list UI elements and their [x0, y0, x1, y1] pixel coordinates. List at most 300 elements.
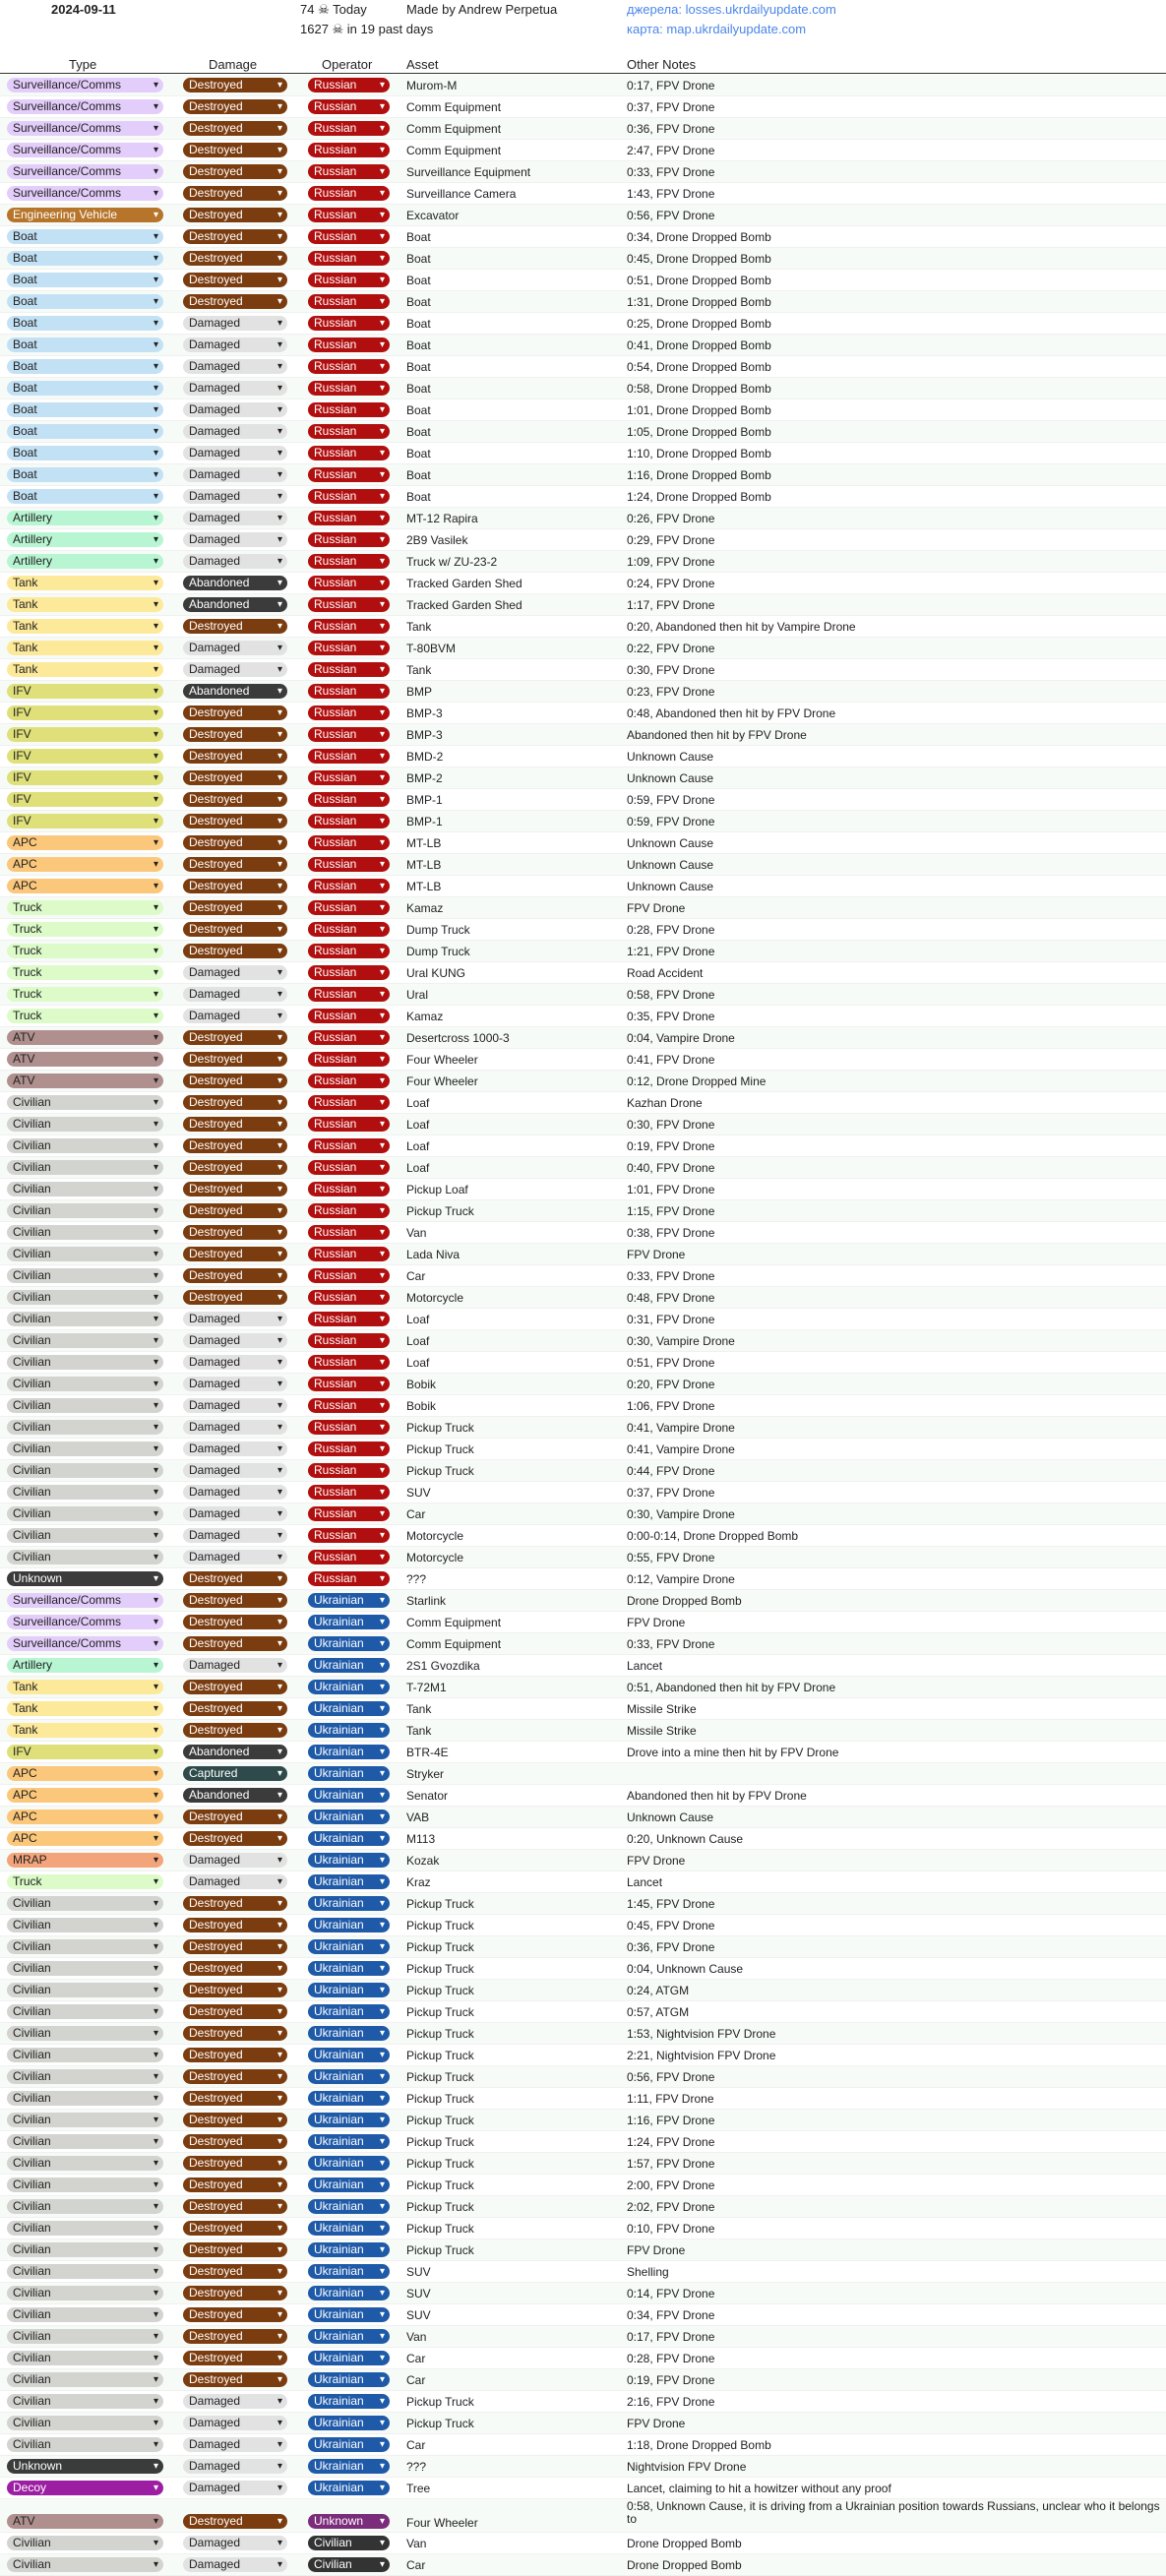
operator-dropdown[interactable]: Ukrainian ▾ [308, 1831, 390, 1846]
operator-dropdown[interactable]: Russian ▾ [308, 900, 390, 915]
operator-dropdown[interactable]: Ukrainian ▾ [308, 1593, 390, 1608]
type-dropdown[interactable]: Civilian ▾ [7, 2069, 163, 2084]
type-dropdown[interactable]: Civilian ▾ [7, 1528, 163, 1543]
operator-dropdown[interactable]: Russian ▾ [308, 879, 390, 893]
type-dropdown[interactable]: Tank ▾ [7, 641, 163, 655]
operator-dropdown[interactable]: Russian ▾ [308, 1550, 390, 1564]
damage-dropdown[interactable]: Damaged ▾ [183, 965, 287, 980]
operator-dropdown[interactable]: Ukrainian ▾ [308, 2394, 390, 2409]
damage-dropdown[interactable]: Damaged ▾ [183, 1333, 287, 1348]
damage-dropdown[interactable]: Destroyed ▾ [183, 619, 287, 634]
operator-dropdown[interactable]: Russian ▾ [308, 143, 390, 157]
type-dropdown[interactable]: Surveillance/Comms ▾ [7, 78, 163, 92]
type-dropdown[interactable]: Civilian ▾ [7, 2351, 163, 2365]
damage-dropdown[interactable]: Destroyed ▾ [183, 814, 287, 828]
operator-dropdown[interactable]: Russian ▾ [308, 922, 390, 937]
type-dropdown[interactable]: Civilian ▾ [7, 2199, 163, 2214]
type-dropdown[interactable]: APC ▾ [7, 1788, 163, 1803]
type-dropdown[interactable]: Artillery ▾ [7, 532, 163, 547]
damage-dropdown[interactable]: Damaged ▾ [183, 1355, 287, 1370]
damage-dropdown[interactable]: Damaged ▾ [183, 1550, 287, 1564]
damage-dropdown[interactable]: Destroyed ▾ [183, 1983, 287, 1997]
damage-dropdown[interactable]: Destroyed ▾ [183, 186, 287, 201]
type-dropdown[interactable]: IFV ▾ [7, 792, 163, 807]
operator-dropdown[interactable]: Unknown ▾ [308, 2514, 390, 2529]
operator-dropdown[interactable]: Russian ▾ [308, 511, 390, 525]
damage-dropdown[interactable]: Destroyed ▾ [183, 1030, 287, 1045]
damage-dropdown[interactable]: Damaged ▾ [183, 467, 287, 482]
operator-dropdown[interactable]: Russian ▾ [308, 121, 390, 136]
damage-dropdown[interactable]: Damaged ▾ [183, 446, 287, 460]
damage-dropdown[interactable]: Destroyed ▾ [183, 1636, 287, 1651]
operator-dropdown[interactable]: Ukrainian ▾ [308, 1615, 390, 1629]
damage-dropdown[interactable]: Destroyed ▾ [183, 273, 287, 287]
type-dropdown[interactable]: Civilian ▾ [7, 1918, 163, 1932]
damage-dropdown[interactable]: Destroyed ▾ [183, 749, 287, 764]
damage-dropdown[interactable]: Abandoned ▾ [183, 1745, 287, 1759]
type-dropdown[interactable]: Tank ▾ [7, 597, 163, 612]
damage-dropdown[interactable]: Destroyed ▾ [183, 2199, 287, 2214]
operator-dropdown[interactable]: Russian ▾ [308, 857, 390, 872]
type-dropdown[interactable]: Engineering Vehicle ▾ [7, 208, 163, 222]
operator-dropdown[interactable]: Russian ▾ [308, 749, 390, 764]
operator-dropdown[interactable]: Ukrainian ▾ [308, 1939, 390, 1954]
type-dropdown[interactable]: APC ▾ [7, 1831, 163, 1846]
type-dropdown[interactable]: Civilian ▾ [7, 2394, 163, 2409]
type-dropdown[interactable]: Surveillance/Comms ▾ [7, 121, 163, 136]
damage-dropdown[interactable]: Destroyed ▾ [183, 164, 287, 179]
type-dropdown[interactable]: Civilian ▾ [7, 1506, 163, 1521]
type-dropdown[interactable]: Truck ▾ [7, 900, 163, 915]
operator-dropdown[interactable]: Ukrainian ▾ [308, 2004, 390, 2019]
damage-dropdown[interactable]: Destroyed ▾ [183, 2264, 287, 2279]
damage-dropdown[interactable]: Destroyed ▾ [183, 1723, 287, 1738]
damage-dropdown[interactable]: Damaged ▾ [183, 1377, 287, 1391]
damage-dropdown[interactable]: Destroyed ▾ [183, 1961, 287, 1976]
operator-dropdown[interactable]: Ukrainian ▾ [308, 1874, 390, 1889]
operator-dropdown[interactable]: Russian ▾ [308, 727, 390, 742]
damage-dropdown[interactable]: Damaged ▾ [183, 1658, 287, 1673]
type-dropdown[interactable]: Tank ▾ [7, 576, 163, 590]
type-dropdown[interactable]: Truck ▾ [7, 944, 163, 958]
type-dropdown[interactable]: Civilian ▾ [7, 1377, 163, 1391]
type-dropdown[interactable]: Civilian ▾ [7, 1420, 163, 1435]
damage-dropdown[interactable]: Destroyed ▾ [183, 78, 287, 92]
operator-dropdown[interactable]: Russian ▾ [308, 1377, 390, 1391]
operator-dropdown[interactable]: Ukrainian ▾ [308, 1809, 390, 1824]
operator-dropdown[interactable]: Ukrainian ▾ [308, 2113, 390, 2127]
type-dropdown[interactable]: Civilian ▾ [7, 2557, 163, 2572]
type-dropdown[interactable]: Surveillance/Comms ▾ [7, 99, 163, 114]
operator-dropdown[interactable]: Russian ▾ [308, 1506, 390, 1521]
type-dropdown[interactable]: Truck ▾ [7, 987, 163, 1002]
type-dropdown[interactable]: Tank ▾ [7, 619, 163, 634]
operator-dropdown[interactable]: Russian ▾ [308, 1225, 390, 1240]
damage-dropdown[interactable]: Destroyed ▾ [183, 1052, 287, 1067]
type-dropdown[interactable]: Civilian ▾ [7, 2026, 163, 2041]
damage-dropdown[interactable]: Destroyed ▾ [183, 1160, 287, 1175]
damage-dropdown[interactable]: Destroyed ▾ [183, 1138, 287, 1153]
operator-dropdown[interactable]: Russian ▾ [308, 402, 390, 417]
type-dropdown[interactable]: Truck ▾ [7, 1009, 163, 1023]
type-dropdown[interactable]: Civilian ▾ [7, 1333, 163, 1348]
type-dropdown[interactable]: Boat ▾ [7, 489, 163, 504]
operator-dropdown[interactable]: Russian ▾ [308, 99, 390, 114]
operator-dropdown[interactable]: Russian ▾ [308, 1030, 390, 1045]
type-dropdown[interactable]: Artillery ▾ [7, 1658, 163, 1673]
operator-dropdown[interactable]: Russian ▾ [308, 770, 390, 785]
damage-dropdown[interactable]: Damaged ▾ [183, 1463, 287, 1478]
type-dropdown[interactable]: Civilian ▾ [7, 1398, 163, 1413]
damage-dropdown[interactable]: Destroyed ▾ [183, 2514, 287, 2529]
type-dropdown[interactable]: Boat ▾ [7, 251, 163, 266]
damage-dropdown[interactable]: Damaged ▾ [183, 1009, 287, 1023]
damage-dropdown[interactable]: Destroyed ▾ [183, 2177, 287, 2192]
type-dropdown[interactable]: Civilian ▾ [7, 2307, 163, 2322]
damage-dropdown[interactable]: Abandoned ▾ [183, 684, 287, 699]
damage-dropdown[interactable]: Destroyed ▾ [183, 2004, 287, 2019]
type-dropdown[interactable]: Civilian ▾ [7, 2134, 163, 2149]
operator-dropdown[interactable]: Russian ▾ [308, 359, 390, 374]
operator-dropdown[interactable]: Russian ▾ [308, 316, 390, 331]
operator-dropdown[interactable]: Ukrainian ▾ [308, 1723, 390, 1738]
type-dropdown[interactable]: Civilian ▾ [7, 2156, 163, 2171]
damage-dropdown[interactable]: Destroyed ▾ [183, 121, 287, 136]
type-dropdown[interactable]: Boat ▾ [7, 273, 163, 287]
damage-dropdown[interactable]: Damaged ▾ [183, 2437, 287, 2452]
type-dropdown[interactable]: IFV ▾ [7, 727, 163, 742]
operator-dropdown[interactable]: Russian ▾ [308, 1333, 390, 1348]
type-dropdown[interactable]: IFV ▾ [7, 749, 163, 764]
damage-dropdown[interactable]: Destroyed ▾ [183, 1247, 287, 1261]
operator-dropdown[interactable]: Russian ▾ [308, 78, 390, 92]
damage-dropdown[interactable]: Destroyed ▾ [183, 2069, 287, 2084]
type-dropdown[interactable]: Civilian ▾ [7, 2416, 163, 2430]
type-dropdown[interactable]: Truck ▾ [7, 1874, 163, 1889]
operator-dropdown[interactable]: Russian ▾ [308, 792, 390, 807]
damage-dropdown[interactable]: Destroyed ▾ [183, 792, 287, 807]
damage-dropdown[interactable]: Damaged ▾ [183, 2481, 287, 2495]
type-dropdown[interactable]: IFV ▾ [7, 684, 163, 699]
damage-dropdown[interactable]: Damaged ▾ [183, 1506, 287, 1521]
operator-dropdown[interactable]: Russian ▾ [308, 1182, 390, 1196]
operator-dropdown[interactable]: Ukrainian ▾ [308, 2048, 390, 2062]
operator-dropdown[interactable]: Ukrainian ▾ [308, 2264, 390, 2279]
damage-dropdown[interactable]: Damaged ▾ [183, 1312, 287, 1326]
type-dropdown[interactable]: Civilian ▾ [7, 1117, 163, 1132]
operator-dropdown[interactable]: Ukrainian ▾ [308, 2242, 390, 2257]
type-dropdown[interactable]: Artillery ▾ [7, 511, 163, 525]
type-dropdown[interactable]: Civilian ▾ [7, 1961, 163, 1976]
operator-dropdown[interactable]: Ukrainian ▾ [308, 1701, 390, 1716]
operator-dropdown[interactable]: Russian ▾ [308, 251, 390, 266]
damage-dropdown[interactable]: Destroyed ▾ [183, 2156, 287, 2171]
type-dropdown[interactable]: Artillery ▾ [7, 554, 163, 569]
operator-dropdown[interactable]: Ukrainian ▾ [308, 1961, 390, 1976]
damage-dropdown[interactable]: Destroyed ▾ [183, 1095, 287, 1110]
sources-link[interactable]: джерела: losses.ukrdailyupdate.com [627, 2, 836, 17]
operator-dropdown[interactable]: Russian ▾ [308, 1247, 390, 1261]
operator-dropdown[interactable]: Russian ▾ [308, 641, 390, 655]
damage-dropdown[interactable]: Destroyed ▾ [183, 251, 287, 266]
operator-dropdown[interactable]: Russian ▾ [308, 1160, 390, 1175]
damage-dropdown[interactable]: Destroyed ▾ [183, 2026, 287, 2041]
type-dropdown[interactable]: Civilian ▾ [7, 2221, 163, 2236]
damage-dropdown[interactable]: Destroyed ▾ [183, 2372, 287, 2387]
damage-dropdown[interactable]: Destroyed ▾ [183, 2329, 287, 2344]
damage-dropdown[interactable]: Damaged ▾ [183, 1485, 287, 1500]
type-dropdown[interactable]: ATV ▾ [7, 1073, 163, 1088]
operator-dropdown[interactable]: Ukrainian ▾ [308, 1680, 390, 1694]
damage-dropdown[interactable]: Damaged ▾ [183, 641, 287, 655]
type-dropdown[interactable]: Civilian ▾ [7, 1939, 163, 1954]
damage-dropdown[interactable]: Destroyed ▾ [183, 770, 287, 785]
operator-dropdown[interactable]: Russian ▾ [308, 1009, 390, 1023]
type-dropdown[interactable]: Civilian ▾ [7, 1138, 163, 1153]
type-dropdown[interactable]: Boat ▾ [7, 446, 163, 460]
damage-dropdown[interactable]: Damaged ▾ [183, 489, 287, 504]
operator-dropdown[interactable]: Russian ▾ [308, 1073, 390, 1088]
operator-dropdown[interactable]: Russian ▾ [308, 987, 390, 1002]
type-dropdown[interactable]: Civilian ▾ [7, 1983, 163, 1997]
type-dropdown[interactable]: IFV ▾ [7, 705, 163, 720]
damage-dropdown[interactable]: Destroyed ▾ [183, 99, 287, 114]
type-dropdown[interactable]: APC ▾ [7, 879, 163, 893]
damage-dropdown[interactable]: Destroyed ▾ [183, 944, 287, 958]
type-dropdown[interactable]: APC ▾ [7, 1809, 163, 1824]
damage-dropdown[interactable]: Damaged ▾ [183, 381, 287, 396]
damage-dropdown[interactable]: Destroyed ▾ [183, 1203, 287, 1218]
operator-dropdown[interactable]: Russian ▾ [308, 1571, 390, 1586]
operator-dropdown[interactable]: Ukrainian ▾ [308, 1658, 390, 1673]
operator-dropdown[interactable]: Ukrainian ▾ [308, 2329, 390, 2344]
damage-dropdown[interactable]: Damaged ▾ [183, 662, 287, 677]
type-dropdown[interactable]: Civilian ▾ [7, 2091, 163, 2106]
operator-dropdown[interactable]: Russian ▾ [308, 1268, 390, 1283]
operator-dropdown[interactable]: Russian ▾ [308, 1441, 390, 1456]
damage-dropdown[interactable]: Destroyed ▾ [183, 1117, 287, 1132]
operator-dropdown[interactable]: Ukrainian ▾ [308, 1636, 390, 1651]
damage-dropdown[interactable]: Destroyed ▾ [183, 1896, 287, 1911]
type-dropdown[interactable]: Surveillance/Comms ▾ [7, 1615, 163, 1629]
damage-dropdown[interactable]: Destroyed ▾ [183, 2113, 287, 2127]
type-dropdown[interactable]: Civilian ▾ [7, 1182, 163, 1196]
type-dropdown[interactable]: IFV ▾ [7, 1745, 163, 1759]
operator-dropdown[interactable]: Ukrainian ▾ [308, 1745, 390, 1759]
damage-dropdown[interactable]: Destroyed ▾ [183, 705, 287, 720]
operator-dropdown[interactable]: Ukrainian ▾ [308, 2351, 390, 2365]
damage-dropdown[interactable]: Damaged ▾ [183, 1528, 287, 1543]
operator-dropdown[interactable]: Ukrainian ▾ [308, 1766, 390, 1781]
operator-dropdown[interactable]: Ukrainian ▾ [308, 1918, 390, 1932]
damage-dropdown[interactable]: Destroyed ▾ [183, 835, 287, 850]
type-dropdown[interactable]: Tank ▾ [7, 1701, 163, 1716]
damage-dropdown[interactable]: Damaged ▾ [183, 532, 287, 547]
operator-dropdown[interactable]: Russian ▾ [308, 294, 390, 309]
operator-dropdown[interactable]: Russian ▾ [308, 273, 390, 287]
damage-dropdown[interactable]: Destroyed ▾ [183, 2286, 287, 2300]
operator-dropdown[interactable]: Russian ▾ [308, 684, 390, 699]
operator-dropdown[interactable]: Russian ▾ [308, 705, 390, 720]
damage-dropdown[interactable]: Destroyed ▾ [183, 1268, 287, 1283]
operator-dropdown[interactable]: Ukrainian ▾ [308, 2026, 390, 2041]
operator-dropdown[interactable]: Ukrainian ▾ [308, 2069, 390, 2084]
damage-dropdown[interactable]: Damaged ▾ [183, 2459, 287, 2474]
operator-dropdown[interactable]: Russian ▾ [308, 1203, 390, 1218]
operator-dropdown[interactable]: Ukrainian ▾ [308, 2177, 390, 2192]
damage-dropdown[interactable]: Damaged ▾ [183, 1874, 287, 1889]
damage-dropdown[interactable]: Destroyed ▾ [183, 1615, 287, 1629]
damage-dropdown[interactable]: Damaged ▾ [183, 1420, 287, 1435]
operator-dropdown[interactable]: Russian ▾ [308, 1420, 390, 1435]
operator-dropdown[interactable]: Russian ▾ [308, 1355, 390, 1370]
type-dropdown[interactable]: Boat ▾ [7, 316, 163, 331]
operator-dropdown[interactable]: Ukrainian ▾ [308, 2307, 390, 2322]
operator-dropdown[interactable]: Russian ▾ [308, 446, 390, 460]
damage-dropdown[interactable]: Damaged ▾ [183, 2416, 287, 2430]
operator-dropdown[interactable]: Russian ▾ [308, 662, 390, 677]
type-dropdown[interactable]: Boat ▾ [7, 359, 163, 374]
type-dropdown[interactable]: APC ▾ [7, 835, 163, 850]
operator-dropdown[interactable]: Russian ▾ [308, 1117, 390, 1132]
damage-dropdown[interactable]: Damaged ▾ [183, 402, 287, 417]
damage-dropdown[interactable]: Damaged ▾ [183, 424, 287, 439]
damage-dropdown[interactable]: Destroyed ▾ [183, 1290, 287, 1305]
damage-dropdown[interactable]: Destroyed ▾ [183, 1225, 287, 1240]
type-dropdown[interactable]: Civilian ▾ [7, 1355, 163, 1370]
operator-dropdown[interactable]: Russian ▾ [308, 597, 390, 612]
damage-dropdown[interactable]: Destroyed ▾ [183, 294, 287, 309]
damage-dropdown[interactable]: Captured ▾ [183, 1766, 287, 1781]
damage-dropdown[interactable]: Damaged ▾ [183, 1853, 287, 1868]
damage-dropdown[interactable]: Damaged ▾ [183, 316, 287, 331]
operator-dropdown[interactable]: Ukrainian ▾ [308, 1896, 390, 1911]
damage-dropdown[interactable]: Damaged ▾ [183, 337, 287, 352]
operator-dropdown[interactable]: Ukrainian ▾ [308, 2091, 390, 2106]
type-dropdown[interactable]: Unknown ▾ [7, 2459, 163, 2474]
operator-dropdown[interactable]: Ukrainian ▾ [308, 2481, 390, 2495]
type-dropdown[interactable]: Civilian ▾ [7, 2372, 163, 2387]
damage-dropdown[interactable]: Damaged ▾ [183, 511, 287, 525]
operator-dropdown[interactable]: Russian ▾ [308, 619, 390, 634]
damage-dropdown[interactable]: Destroyed ▾ [183, 1918, 287, 1932]
operator-dropdown[interactable]: Russian ▾ [308, 1485, 390, 1500]
damage-dropdown[interactable]: Destroyed ▾ [183, 1680, 287, 1694]
type-dropdown[interactable]: APC ▾ [7, 1766, 163, 1781]
damage-dropdown[interactable]: Destroyed ▾ [183, 2134, 287, 2149]
type-dropdown[interactable]: Civilian ▾ [7, 1160, 163, 1175]
type-dropdown[interactable]: Civilian ▾ [7, 1896, 163, 1911]
operator-dropdown[interactable]: Ukrainian ▾ [308, 2134, 390, 2149]
operator-dropdown[interactable]: Ukrainian ▾ [308, 2437, 390, 2452]
type-dropdown[interactable]: ATV ▾ [7, 2514, 163, 2529]
type-dropdown[interactable]: Surveillance/Comms ▾ [7, 164, 163, 179]
damage-dropdown[interactable]: Destroyed ▾ [183, 857, 287, 872]
operator-dropdown[interactable]: Russian ▾ [308, 1095, 390, 1110]
operator-dropdown[interactable]: Russian ▾ [308, 381, 390, 396]
damage-dropdown[interactable]: Damaged ▾ [183, 1398, 287, 1413]
type-dropdown[interactable]: APC ▾ [7, 857, 163, 872]
type-dropdown[interactable]: Civilian ▾ [7, 2329, 163, 2344]
operator-dropdown[interactable]: Russian ▾ [308, 814, 390, 828]
type-dropdown[interactable]: Boat ▾ [7, 381, 163, 396]
type-dropdown[interactable]: Truck ▾ [7, 922, 163, 937]
operator-dropdown[interactable]: Ukrainian ▾ [308, 2286, 390, 2300]
operator-dropdown[interactable]: Russian ▾ [308, 1052, 390, 1067]
operator-dropdown[interactable]: Russian ▾ [308, 554, 390, 569]
type-dropdown[interactable]: Civilian ▾ [7, 1203, 163, 1218]
operator-dropdown[interactable]: Russian ▾ [308, 1138, 390, 1153]
operator-dropdown[interactable]: Civilian ▾ [308, 2536, 390, 2550]
type-dropdown[interactable]: Civilian ▾ [7, 1290, 163, 1305]
operator-dropdown[interactable]: Russian ▾ [308, 489, 390, 504]
damage-dropdown[interactable]: Destroyed ▾ [183, 1831, 287, 1846]
type-dropdown[interactable]: Civilian ▾ [7, 2113, 163, 2127]
type-dropdown[interactable]: IFV ▾ [7, 770, 163, 785]
damage-dropdown[interactable]: Abandoned ▾ [183, 1788, 287, 1803]
damage-dropdown[interactable]: Destroyed ▾ [183, 1939, 287, 1954]
operator-dropdown[interactable]: Russian ▾ [308, 229, 390, 244]
operator-dropdown[interactable]: Russian ▾ [308, 337, 390, 352]
operator-dropdown[interactable]: Russian ▾ [308, 835, 390, 850]
type-dropdown[interactable]: Boat ▾ [7, 424, 163, 439]
operator-dropdown[interactable]: Ukrainian ▾ [308, 2416, 390, 2430]
type-dropdown[interactable]: Civilian ▾ [7, 1312, 163, 1326]
type-dropdown[interactable]: Civilian ▾ [7, 1441, 163, 1456]
operator-dropdown[interactable]: Russian ▾ [308, 1290, 390, 1305]
operator-dropdown[interactable]: Russian ▾ [308, 1312, 390, 1326]
operator-dropdown[interactable]: Ukrainian ▾ [308, 2199, 390, 2214]
type-dropdown[interactable]: Boat ▾ [7, 229, 163, 244]
type-dropdown[interactable]: Tank ▾ [7, 1723, 163, 1738]
operator-dropdown[interactable]: Russian ▾ [308, 532, 390, 547]
type-dropdown[interactable]: ATV ▾ [7, 1052, 163, 1067]
type-dropdown[interactable]: Tank ▾ [7, 1680, 163, 1694]
damage-dropdown[interactable]: Destroyed ▾ [183, 2351, 287, 2365]
operator-dropdown[interactable]: Russian ▾ [308, 186, 390, 201]
type-dropdown[interactable]: Decoy ▾ [7, 2481, 163, 2495]
type-dropdown[interactable]: Boat ▾ [7, 467, 163, 482]
damage-dropdown[interactable]: Abandoned ▾ [183, 597, 287, 612]
damage-dropdown[interactable]: Destroyed ▾ [183, 879, 287, 893]
operator-dropdown[interactable]: Russian ▾ [308, 1528, 390, 1543]
damage-dropdown[interactable]: Abandoned ▾ [183, 576, 287, 590]
operator-dropdown[interactable]: Russian ▾ [308, 467, 390, 482]
type-dropdown[interactable]: Unknown ▾ [7, 1571, 163, 1586]
operator-dropdown[interactable]: Russian ▾ [308, 1398, 390, 1413]
damage-dropdown[interactable]: Damaged ▾ [183, 987, 287, 1002]
damage-dropdown[interactable]: Destroyed ▾ [183, 1182, 287, 1196]
type-dropdown[interactable]: Civilian ▾ [7, 1550, 163, 1564]
type-dropdown[interactable]: Surveillance/Comms ▾ [7, 1636, 163, 1651]
type-dropdown[interactable]: Civilian ▾ [7, 2242, 163, 2257]
type-dropdown[interactable]: Civilian ▾ [7, 2437, 163, 2452]
damage-dropdown[interactable]: Damaged ▾ [183, 2536, 287, 2550]
type-dropdown[interactable]: Civilian ▾ [7, 1268, 163, 1283]
damage-dropdown[interactable]: Destroyed ▾ [183, 1593, 287, 1608]
type-dropdown[interactable]: Tank ▾ [7, 662, 163, 677]
type-dropdown[interactable]: Boat ▾ [7, 337, 163, 352]
operator-dropdown[interactable]: Ukrainian ▾ [308, 1983, 390, 1997]
damage-dropdown[interactable]: Destroyed ▾ [183, 143, 287, 157]
operator-dropdown[interactable]: Russian ▾ [308, 208, 390, 222]
type-dropdown[interactable]: Civilian ▾ [7, 2286, 163, 2300]
damage-dropdown[interactable]: Damaged ▾ [183, 2394, 287, 2409]
type-dropdown[interactable]: Truck ▾ [7, 965, 163, 980]
operator-dropdown[interactable]: Russian ▾ [308, 965, 390, 980]
operator-dropdown[interactable]: Ukrainian ▾ [308, 1788, 390, 1803]
type-dropdown[interactable]: Civilian ▾ [7, 1225, 163, 1240]
